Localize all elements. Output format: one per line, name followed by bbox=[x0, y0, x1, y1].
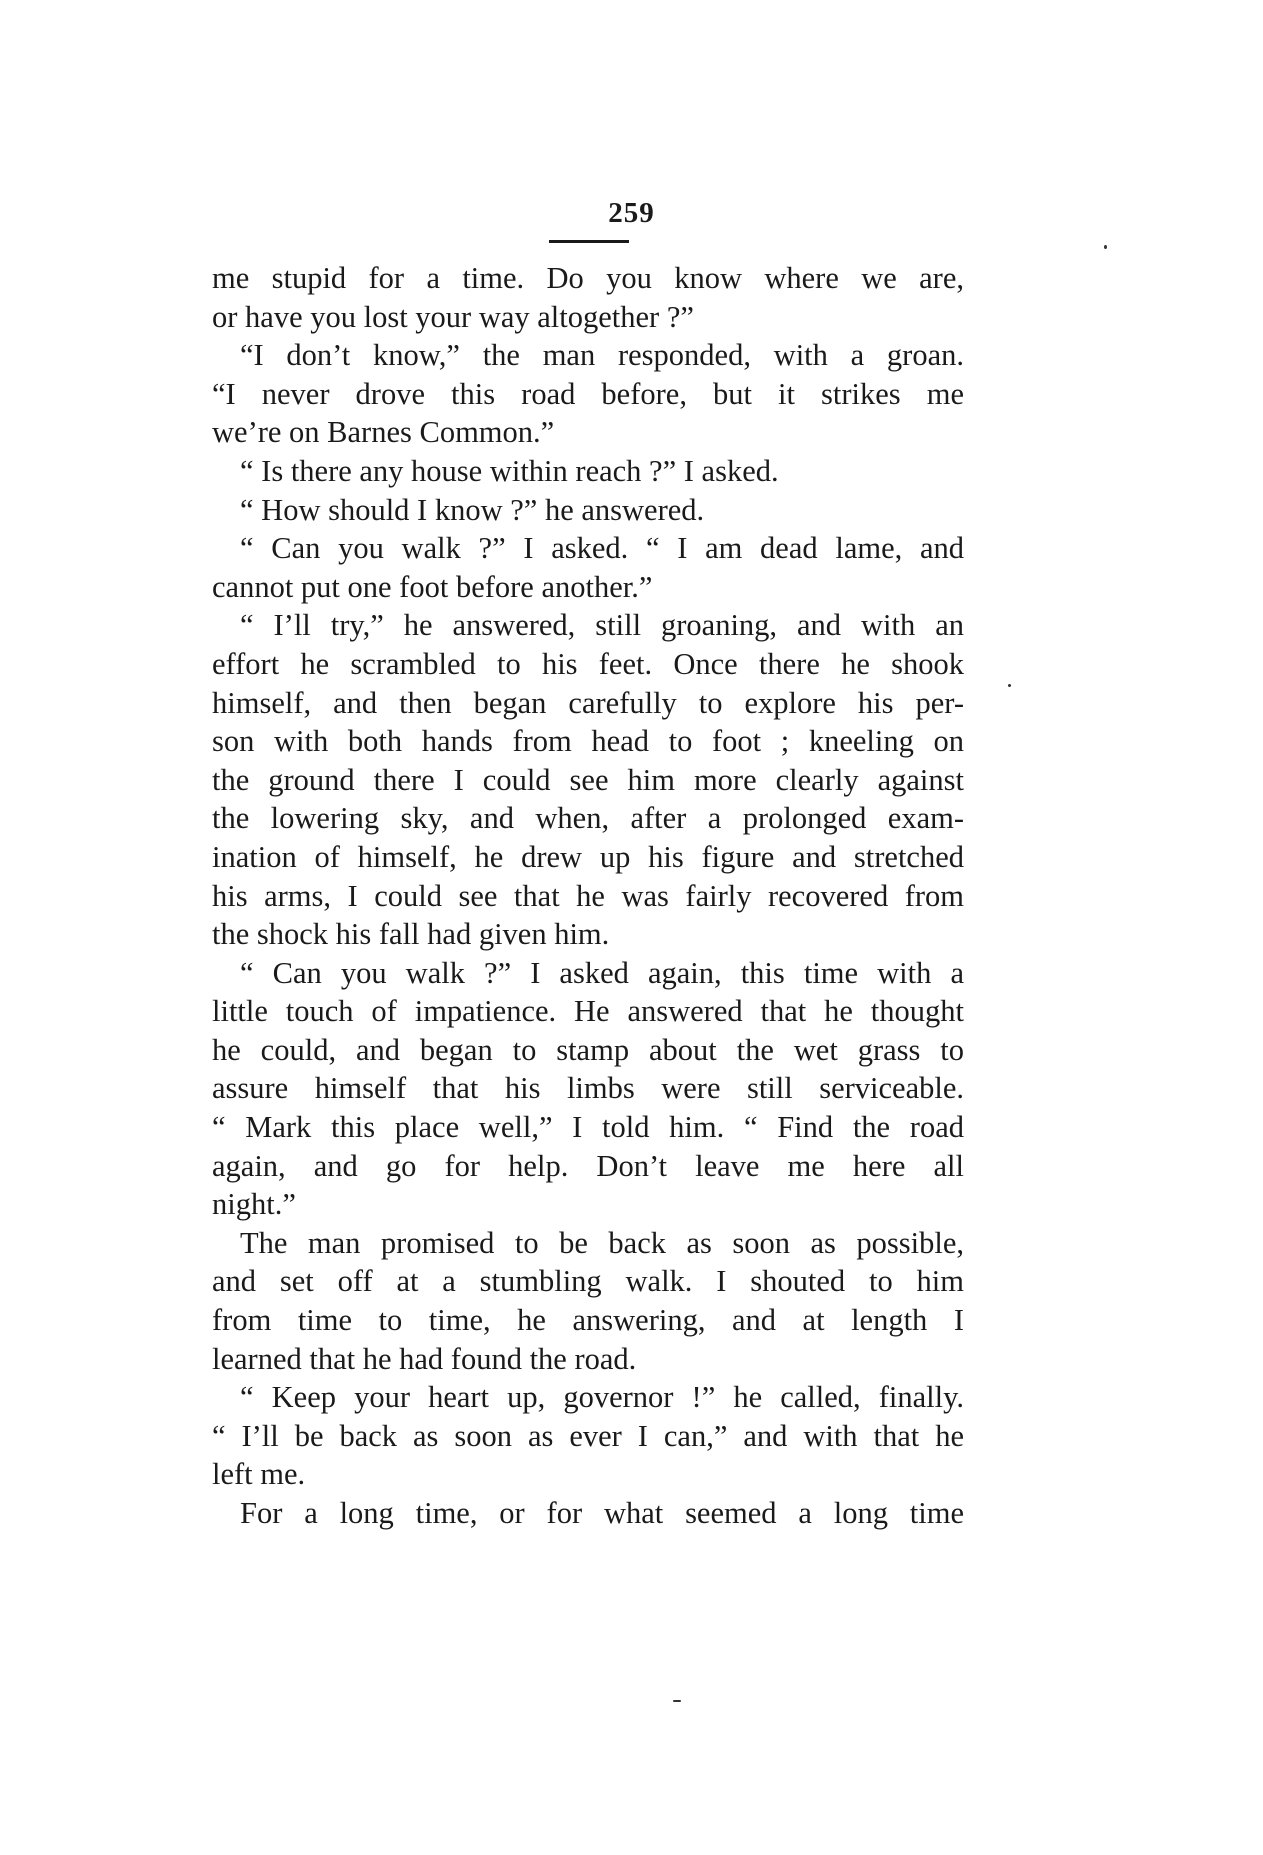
text-line: or have you lost your way altogether ?” bbox=[212, 299, 694, 334]
text-line: “ Can you walk ?” I asked. “ I am dead lame, and bbox=[240, 531, 964, 566]
text-line: he could, and began to stamp about the wet grass to bbox=[212, 1032, 964, 1067]
text-line: effort he scrambled to his feet. Once there he shook bbox=[212, 646, 964, 681]
text-line: and set off at a stumbling walk. I shouted to him bbox=[212, 1264, 964, 1299]
text-line: the ground there I could see him more clearly against bbox=[212, 762, 964, 797]
text-line: night.” bbox=[212, 1187, 296, 1222]
text-line: little touch of impatience. He answered that he thought bbox=[212, 994, 964, 1029]
page-number-rule bbox=[549, 240, 629, 243]
text-line: himself, and then began carefully to explore his per- bbox=[212, 685, 964, 720]
text-line: assure himself that his limbs were still serviceable. bbox=[212, 1071, 964, 1106]
text-line: “I don’t know,” the man responded, with a groan. bbox=[240, 338, 964, 373]
text-line: The man promised to be back as soon as possible, bbox=[240, 1225, 964, 1260]
text-line: ination of himself, he drew up his figure and stretched bbox=[212, 839, 964, 874]
text-line: from time to time, he answering, and at length I bbox=[212, 1303, 964, 1338]
text-line: son with both hands from head to foot ; kneeling on bbox=[212, 724, 964, 759]
text-line: learned that he had found the road. bbox=[212, 1341, 637, 1376]
text-line: “ Keep your heart up, governor !” he called, finally. bbox=[240, 1380, 964, 1415]
text-line: “ Mark this place well,” I told him. “ Find the road bbox=[212, 1110, 964, 1145]
page-number: 259 bbox=[608, 197, 655, 229]
text-line: “ How should I know ?” he answered. bbox=[240, 492, 705, 527]
text-line: the lowering sky, and when, after a prolonged exam- bbox=[212, 801, 964, 836]
text-line: again, and go for help. Don’t leave me here all bbox=[212, 1148, 964, 1183]
text-line: his arms, I could see that he was fairly recovered from bbox=[212, 878, 964, 913]
text-line: me stupid for a time. Do you know where we are, bbox=[212, 261, 964, 295]
text-line: “ Can you walk ?” I asked again, this time with a bbox=[240, 955, 964, 990]
scan-speck bbox=[1008, 684, 1011, 687]
text-line: the shock his fall had given him. bbox=[212, 917, 610, 952]
text-line: “ I’ll try,” he answered, still groaning, and with an bbox=[240, 608, 964, 643]
text-line: we’re on Barnes Common.” bbox=[212, 415, 555, 450]
text-line: For a long time, or for what seemed a long time bbox=[240, 1496, 964, 1530]
scan-speck bbox=[673, 1700, 681, 1702]
text-line: “ Is there any house within reach ?” I asked. bbox=[240, 453, 779, 488]
text-line: left me. bbox=[212, 1457, 306, 1492]
scan-speck bbox=[1104, 245, 1107, 249]
text-line: “ I’ll be back as soon as ever I can,” and with that he bbox=[212, 1418, 964, 1453]
text-line: “I never drove this road before, but it strikes me bbox=[212, 376, 964, 411]
page-body-text bbox=[212, 259, 964, 1533]
text-line: cannot put one foot before another.” bbox=[212, 569, 653, 604]
